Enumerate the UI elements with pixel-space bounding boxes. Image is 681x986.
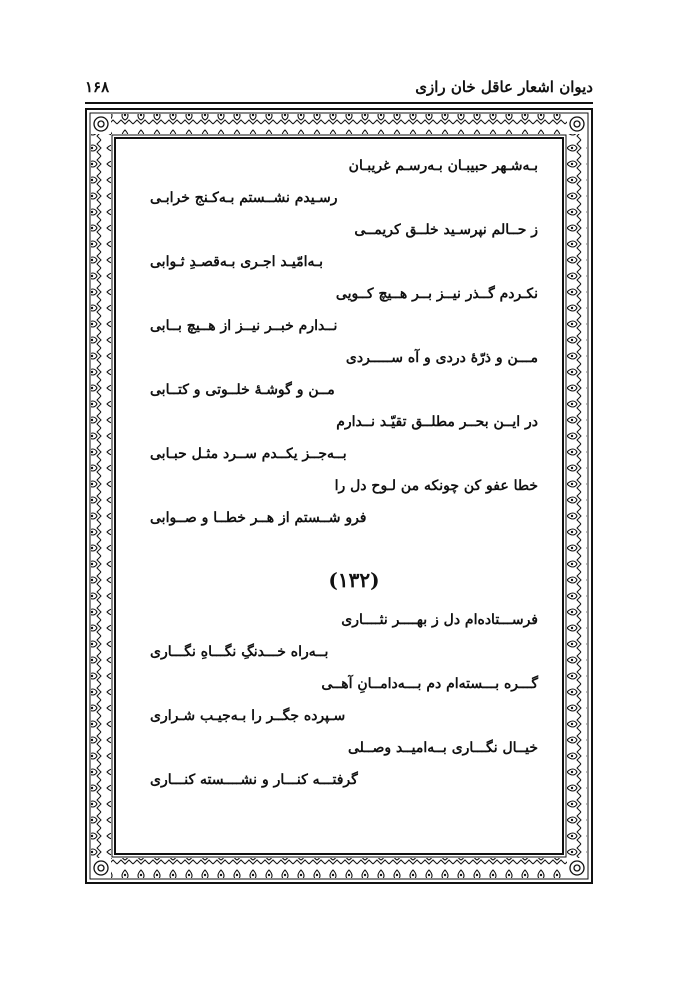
page-header [85, 78, 593, 102]
verse-line: گرفتـــه کنـــار و نشــــسته کنـــاری [150, 772, 358, 788]
verse-line: فرو شــستم از هــر خطــا و صــوابی [150, 510, 367, 526]
header-rule [85, 102, 593, 104]
verse-line: فرســـتاده‌ام دل ز بهــــر نثــــاری [341, 612, 538, 628]
verse-line: بـه‌امّیـد اجـری بـه‌قصـدِ ثـوابی [150, 254, 323, 270]
verse-line: بـه‌شـهر حبیبـان بـه‌رسـم غریبـان [348, 158, 538, 174]
verse-line: در ایــن بحــر مطلــق تقیّـد نــدارم [336, 414, 538, 430]
verse-line: رسـیدم نشــستم بـه‌کـنج خرابـی [150, 190, 338, 206]
verse-line: بــه‌راه خـــدنگِ نگـــاهِ نگـــاری [150, 644, 329, 660]
poem-content [150, 150, 538, 796]
page-number: ۱۶۸ [85, 78, 110, 96]
verse-line: مــن و گوشـهٔ خلــوتی و کتــابی [150, 382, 335, 398]
book-title: دیوان اشعار عاقل خان رازی [415, 78, 593, 96]
verse-line: بــه‌جــز یکــدم ســرد مثـل حبـابی [150, 446, 347, 462]
verse-line: نــدارم خبــر نیــز از هــیچ بــابی [150, 318, 338, 334]
poem-number: (۱۳۲) [328, 568, 380, 592]
verse-line: سـپرده جگــر را بـه‌جیـب شـراری [150, 708, 346, 724]
verse-line: ز حــالم نپرسـید خلــق کریمــی [354, 222, 538, 238]
verse-line: خیــال نگـــاری بــه‌امیــد وصــلی [348, 740, 538, 756]
verse-line: مـــن و ذرّهٔ دردی و آه ســـــردی [345, 350, 538, 366]
verse-line: خطا عفو کن چونکه من لـوح دل را [334, 478, 538, 494]
verse-line: گـــره بـــسته‌ام دم بـــه‌دامــانِ آهــی [321, 676, 538, 692]
verse-line: نکـردم گــذر نیــز بــر هــیچ کــویی [335, 286, 538, 302]
